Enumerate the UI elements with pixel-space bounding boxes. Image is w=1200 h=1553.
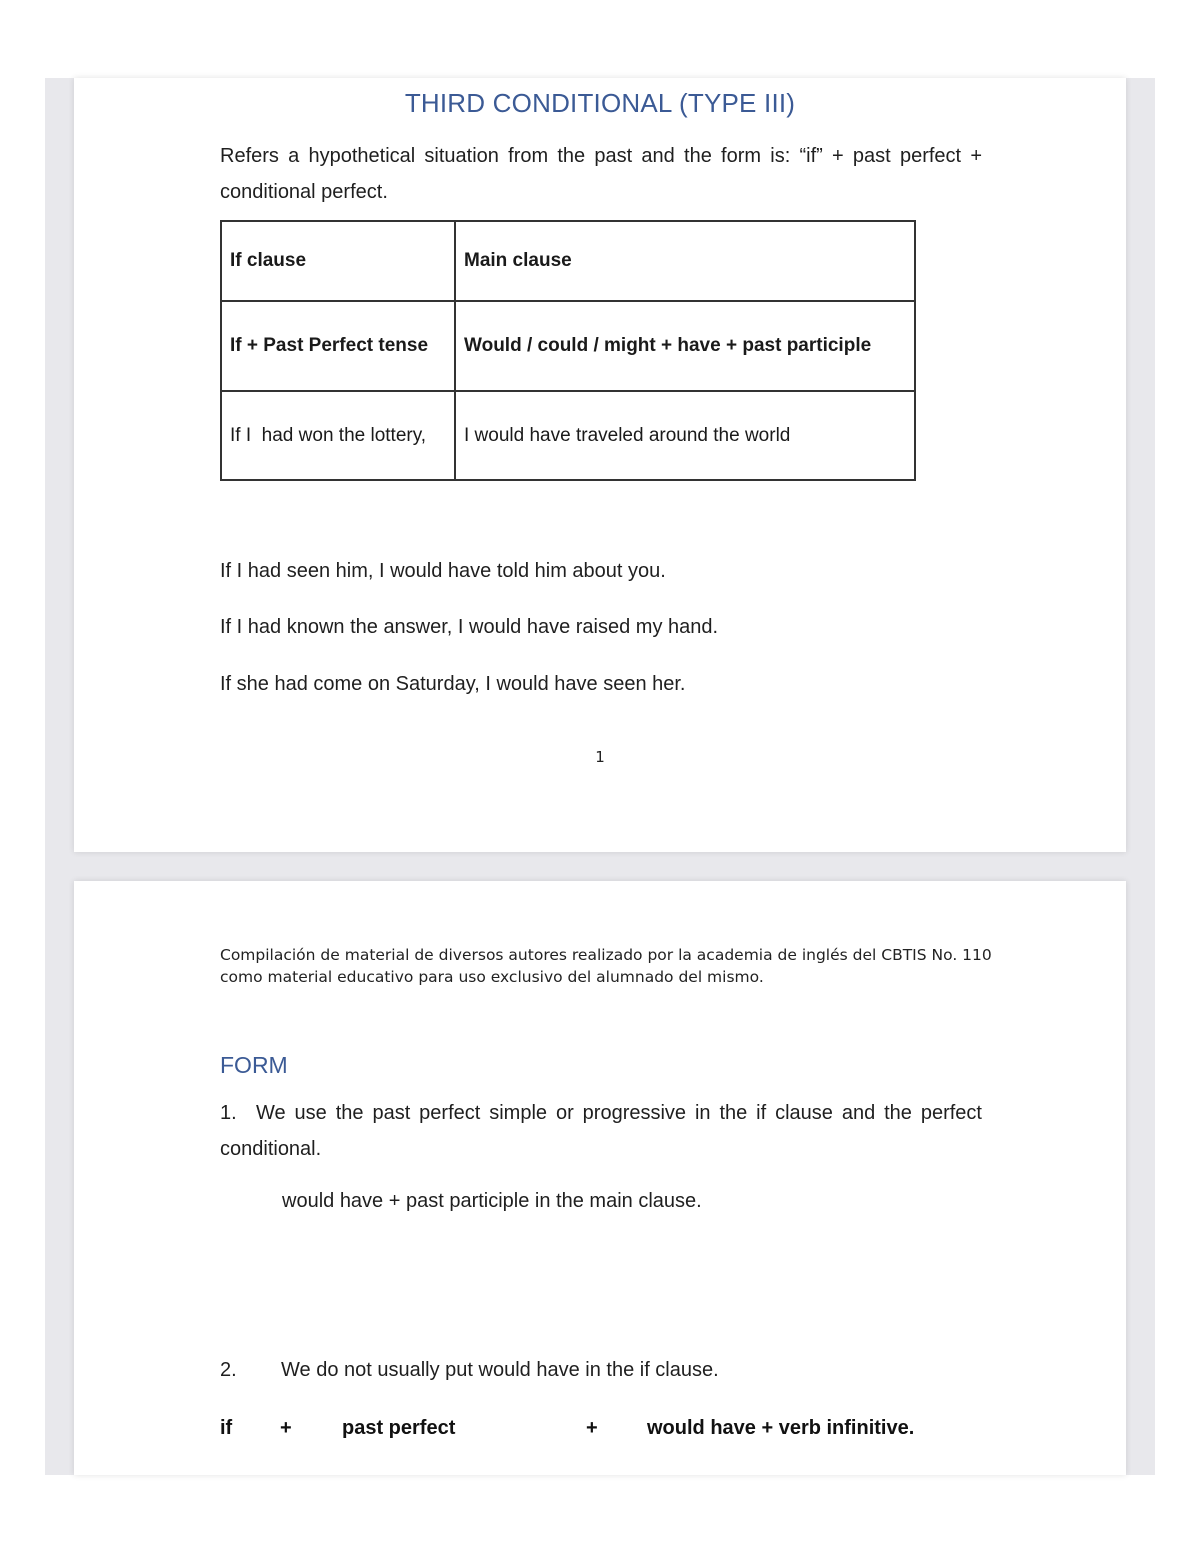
formula-plus: + bbox=[586, 1417, 598, 1439]
formula-if: if bbox=[220, 1417, 233, 1439]
formula-main-clause: would have + verb infinitive. bbox=[647, 1417, 915, 1439]
form-item-1 bbox=[220, 1095, 982, 1167]
intro-paragraph: Refers a hypothetical situation from the past and the form is: “if” + past perfect + conditional perfect. bbox=[220, 145, 982, 203]
table-row bbox=[221, 221, 915, 301]
document-viewer[interactable] bbox=[45, 78, 1155, 1475]
form-item-text: We use the past perfect simple or progressive in the if clause and the perfect conditional. bbox=[220, 1102, 982, 1160]
example-sentence: If I had seen him, I would have told him about you. bbox=[220, 560, 666, 582]
table-cell: Would / could / might + have + past participle bbox=[455, 301, 915, 391]
list-number: 1. bbox=[220, 1102, 237, 1124]
table-header-cell: If clause bbox=[221, 221, 455, 301]
table-row bbox=[221, 301, 915, 391]
formula-plus: + bbox=[280, 1417, 292, 1439]
table-cell: If I had won the lottery, bbox=[221, 391, 455, 480]
credit-note: Compilación de material de diversos autores realizado por la academia de inglés del CBTIS No. 110 como material educativo para uso exclusivo del alumnado del mismo. bbox=[220, 946, 992, 986]
form-item-2: We do not usually put would have in the if clause. bbox=[281, 1359, 719, 1381]
table-cell: I would have traveled around the world bbox=[455, 391, 915, 480]
example-sentence: If I had known the answer, I would have raised my hand. bbox=[220, 616, 719, 638]
form-heading: FORM bbox=[220, 1052, 288, 1078]
table-cell: If + Past Perfect tense bbox=[221, 301, 455, 391]
example-sentence: If she had come on Saturday, I would have seen her. bbox=[220, 673, 686, 695]
page-title: THIRD CONDITIONAL (TYPE III) bbox=[404, 88, 796, 118]
page-1 bbox=[74, 78, 1126, 852]
list-number: 2. bbox=[220, 1359, 237, 1381]
conditional-table bbox=[220, 220, 916, 481]
table-header-cell: Main clause bbox=[455, 221, 915, 301]
table-row bbox=[221, 391, 915, 480]
page-number: 1 bbox=[595, 748, 605, 766]
form-item-1-sub: would have + past participle in the main clause. bbox=[282, 1190, 702, 1212]
formula-past-perfect: past perfect bbox=[342, 1417, 456, 1439]
page-2 bbox=[74, 881, 1126, 1475]
